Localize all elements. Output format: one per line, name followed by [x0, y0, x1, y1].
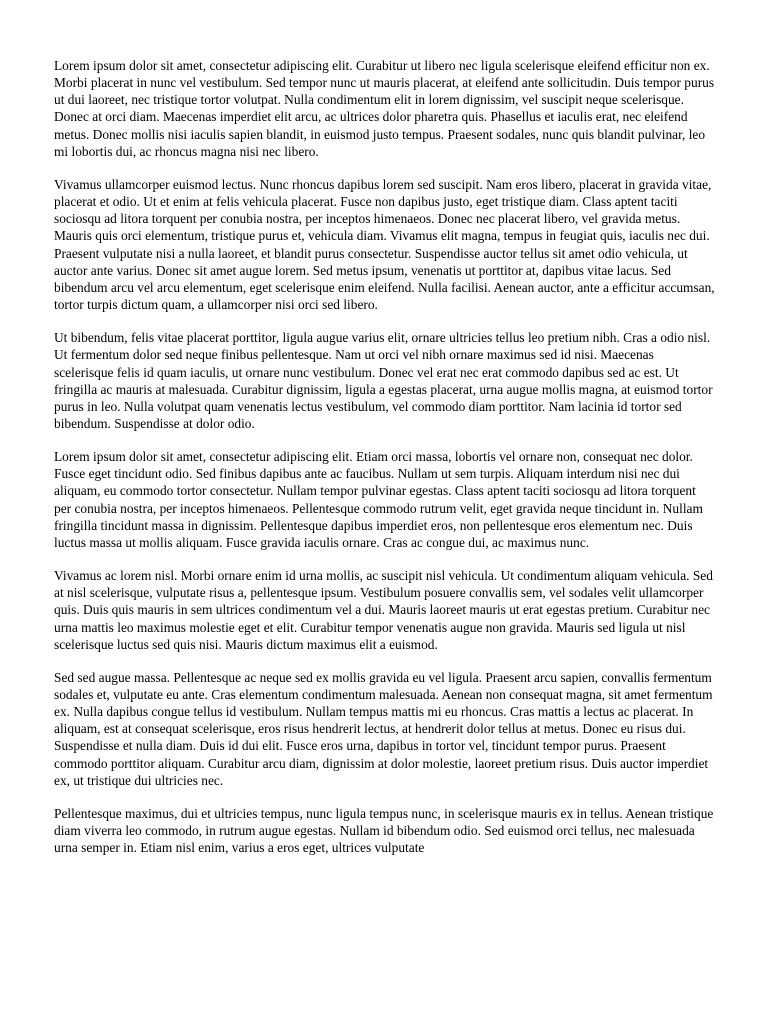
- paragraph-1: Lorem ipsum dolor sit amet, consectetur adipiscing elit. Curabitur ut libero nec ligula scelerisque eleifend efficitur non ex. Morbi placerat in nunc vel vestibulum. Sed tempor nunc ut mauris placerat, at eleifend ante sollicitudin. Duis tempor purus ut dui laoreet, nec tristique tortor volutpat. Nulla condimentum elit in lorem dignissim, vel suscipit neque scelerisque. Donec at orci diam. Maecenas imperdiet elit arcu, ac ultrices dolor pharetra quis. Phasellus et iaculis erat, nec eleifend metus. Donec mollis nisi iaculis sapien blandit, in euismod justo tempus. Praesent sodales, nunc quis blandit pulvinar, leo mi lobortis dui, ac rhoncus magna nisi nec libero.: [54, 58, 715, 159]
- paragraph-7: Pellentesque maximus, dui et ultricies tempus, nunc ligula tempus nunc, in scelerisque mauris ex in tellus. Aenean tristique diam viverra leo commodo, in rutrum augue egestas. Nullam id bibendum odio. Sed euismod orci tellus, nec malesuada urna semper in. Etiam nisl enim, varius a eros eget, ultrices vulputate: [54, 805, 714, 856]
- document-page: [54, 57, 716, 872]
- paragraph-5: Vivamus ac lorem nisl. Morbi ornare enim id urna mollis, ac suscipit nisl vehicula. Ut condimentum aliquam vehicula. Sed at nisl scelerisque, vulputate risus a, pellentesque ipsum. Vestibulum posuere convallis sem, vel sodales velit ullamcorper quis. Duis quis mauris in sem ultrices condimentum vel a dui. Mauris laoreet mauris ut erat egestas pretium. Curabitur nec urna mattis leo maximus molestie eget et elit. Curabitur tempor venenatis augue non gravida. Mauris sed ligula ut nisl scelerisque luctus sed quis nisi. Mauris dictum maximus elit a euismod.: [54, 568, 713, 652]
- paragraph-4: Lorem ipsum dolor sit amet, consectetur adipiscing elit. Etiam orci massa, lobortis vel ornare non, consequat nec dolor. Fusce eget tincidunt odio. Sed finibus dapibus ante ac faucibus. Nullam ut sem turpis. Aliquam interdum nisi nec dui aliquam, eu commodo tortor consectetur. Nullam tempor pulvinar egestas. Class aptent taciti sociosqu ad litora torquent per conubia nostra, per inceptos himenaeos. Pellentesque commodo rutrum velit, eget gravida neque tincidunt in. Nullam fringilla tincidunt massa in dignissim. Pellentesque dapibus imperdiet eros, non pellentesque eros elementum nec. Duis luctus massa ut mollis aliquam. Fusce gravida iaculis ornare. Cras ac congue dui, ac maximus nunc.: [54, 449, 703, 550]
- paragraph-6: Sed sed augue massa. Pellentesque ac neque sed ex mollis gravida eu vel ligula. Praesent arcu sapien, convallis fermentum sodales et, vulputate eu ante. Cras elementum condimentum malesuada. Aenean non consequat magna, sit amet fermentum ex. Nulla dapibus congue tellus id vestibulum. Nullam tempus mattis mi eu rhoncus. Cras mattis a lectus ac placerat. In aliquam, est at consequat scelerisque, eros risus hendrerit lectus, at hendrerit dolor tellus at metus. Donec eu risus dui. Suspendisse et nulla diam. Duis id dui elit. Fusce eros urna, dapibus in tortor vel, tincidunt tempor purus. Praesent commodo porttitor aliquam. Curabitur arcu diam, dignissim at dolor molestie, laoreet pretium risus. Duis auctor imperdiet ex, ut tristique dui ultricies nec.: [54, 669, 713, 788]
- paragraph-3: Ut bibendum, felis vitae placerat porttitor, ligula augue varius elit, ornare ultricies tellus leo pretium nibh. Cras a odio nisl. Ut fermentum dolor sed neque finibus pellentesque. Nam ut orci vel nibh ornare maximus sed id nisi. Maecenas scelerisque felis id quam iaculis, ut ornare nunc vestibulum. Donec vel erat nec erat commodo dapibus sed ac est. Ut fringilla ac mauris at malesuada. Curabitur dignissim, ligula a egestas placerat, urna augue mollis magna, at euismod tortor purus in leo. Nulla volutpat quam venenatis lectus vestibulum, vel commodo diam porttitor. Nam lacinia id tortor sed bibendum. Suspendisse at dolor odio.: [54, 330, 713, 431]
- paragraph-2: Vivamus ullamcorper euismod lectus. Nunc rhoncus dapibus lorem sed suscipit. Nam eros libero, placerat in gravida vitae, placerat et odio. Ut et enim at felis vehicula placerat. Fusce non dapibus justo, eget tristique diam. Class aptent taciti sociosqu ad litora torquent per conubia nostra, per inceptos himenaeos. Donec nec placerat libero, vel gravida metus. Mauris quis orci elementum, tristique purus et, vehicula diam. Vivamus elit magna, tempus in feugiat quis, iaculis nec dui. Praesent vulputate nisi a nulla laoreet, et blandit purus consectetur. Suspendisse auctor tellus sit amet odio vehicula, ut auctor ante varius. Donec sit amet augue lorem. Sed metus ipsum, venenatis ut porttitor at, dapibus vitae lacus. Sed bibendum arcu vel arcu elementum, eget scelerisque enim eleifend. Nulla facilisi. Aenean auctor, ante a efficitur accumsan, tortor turpis dictum quam, a ullamcorper nisi orci sed libero.: [54, 176, 715, 313]
